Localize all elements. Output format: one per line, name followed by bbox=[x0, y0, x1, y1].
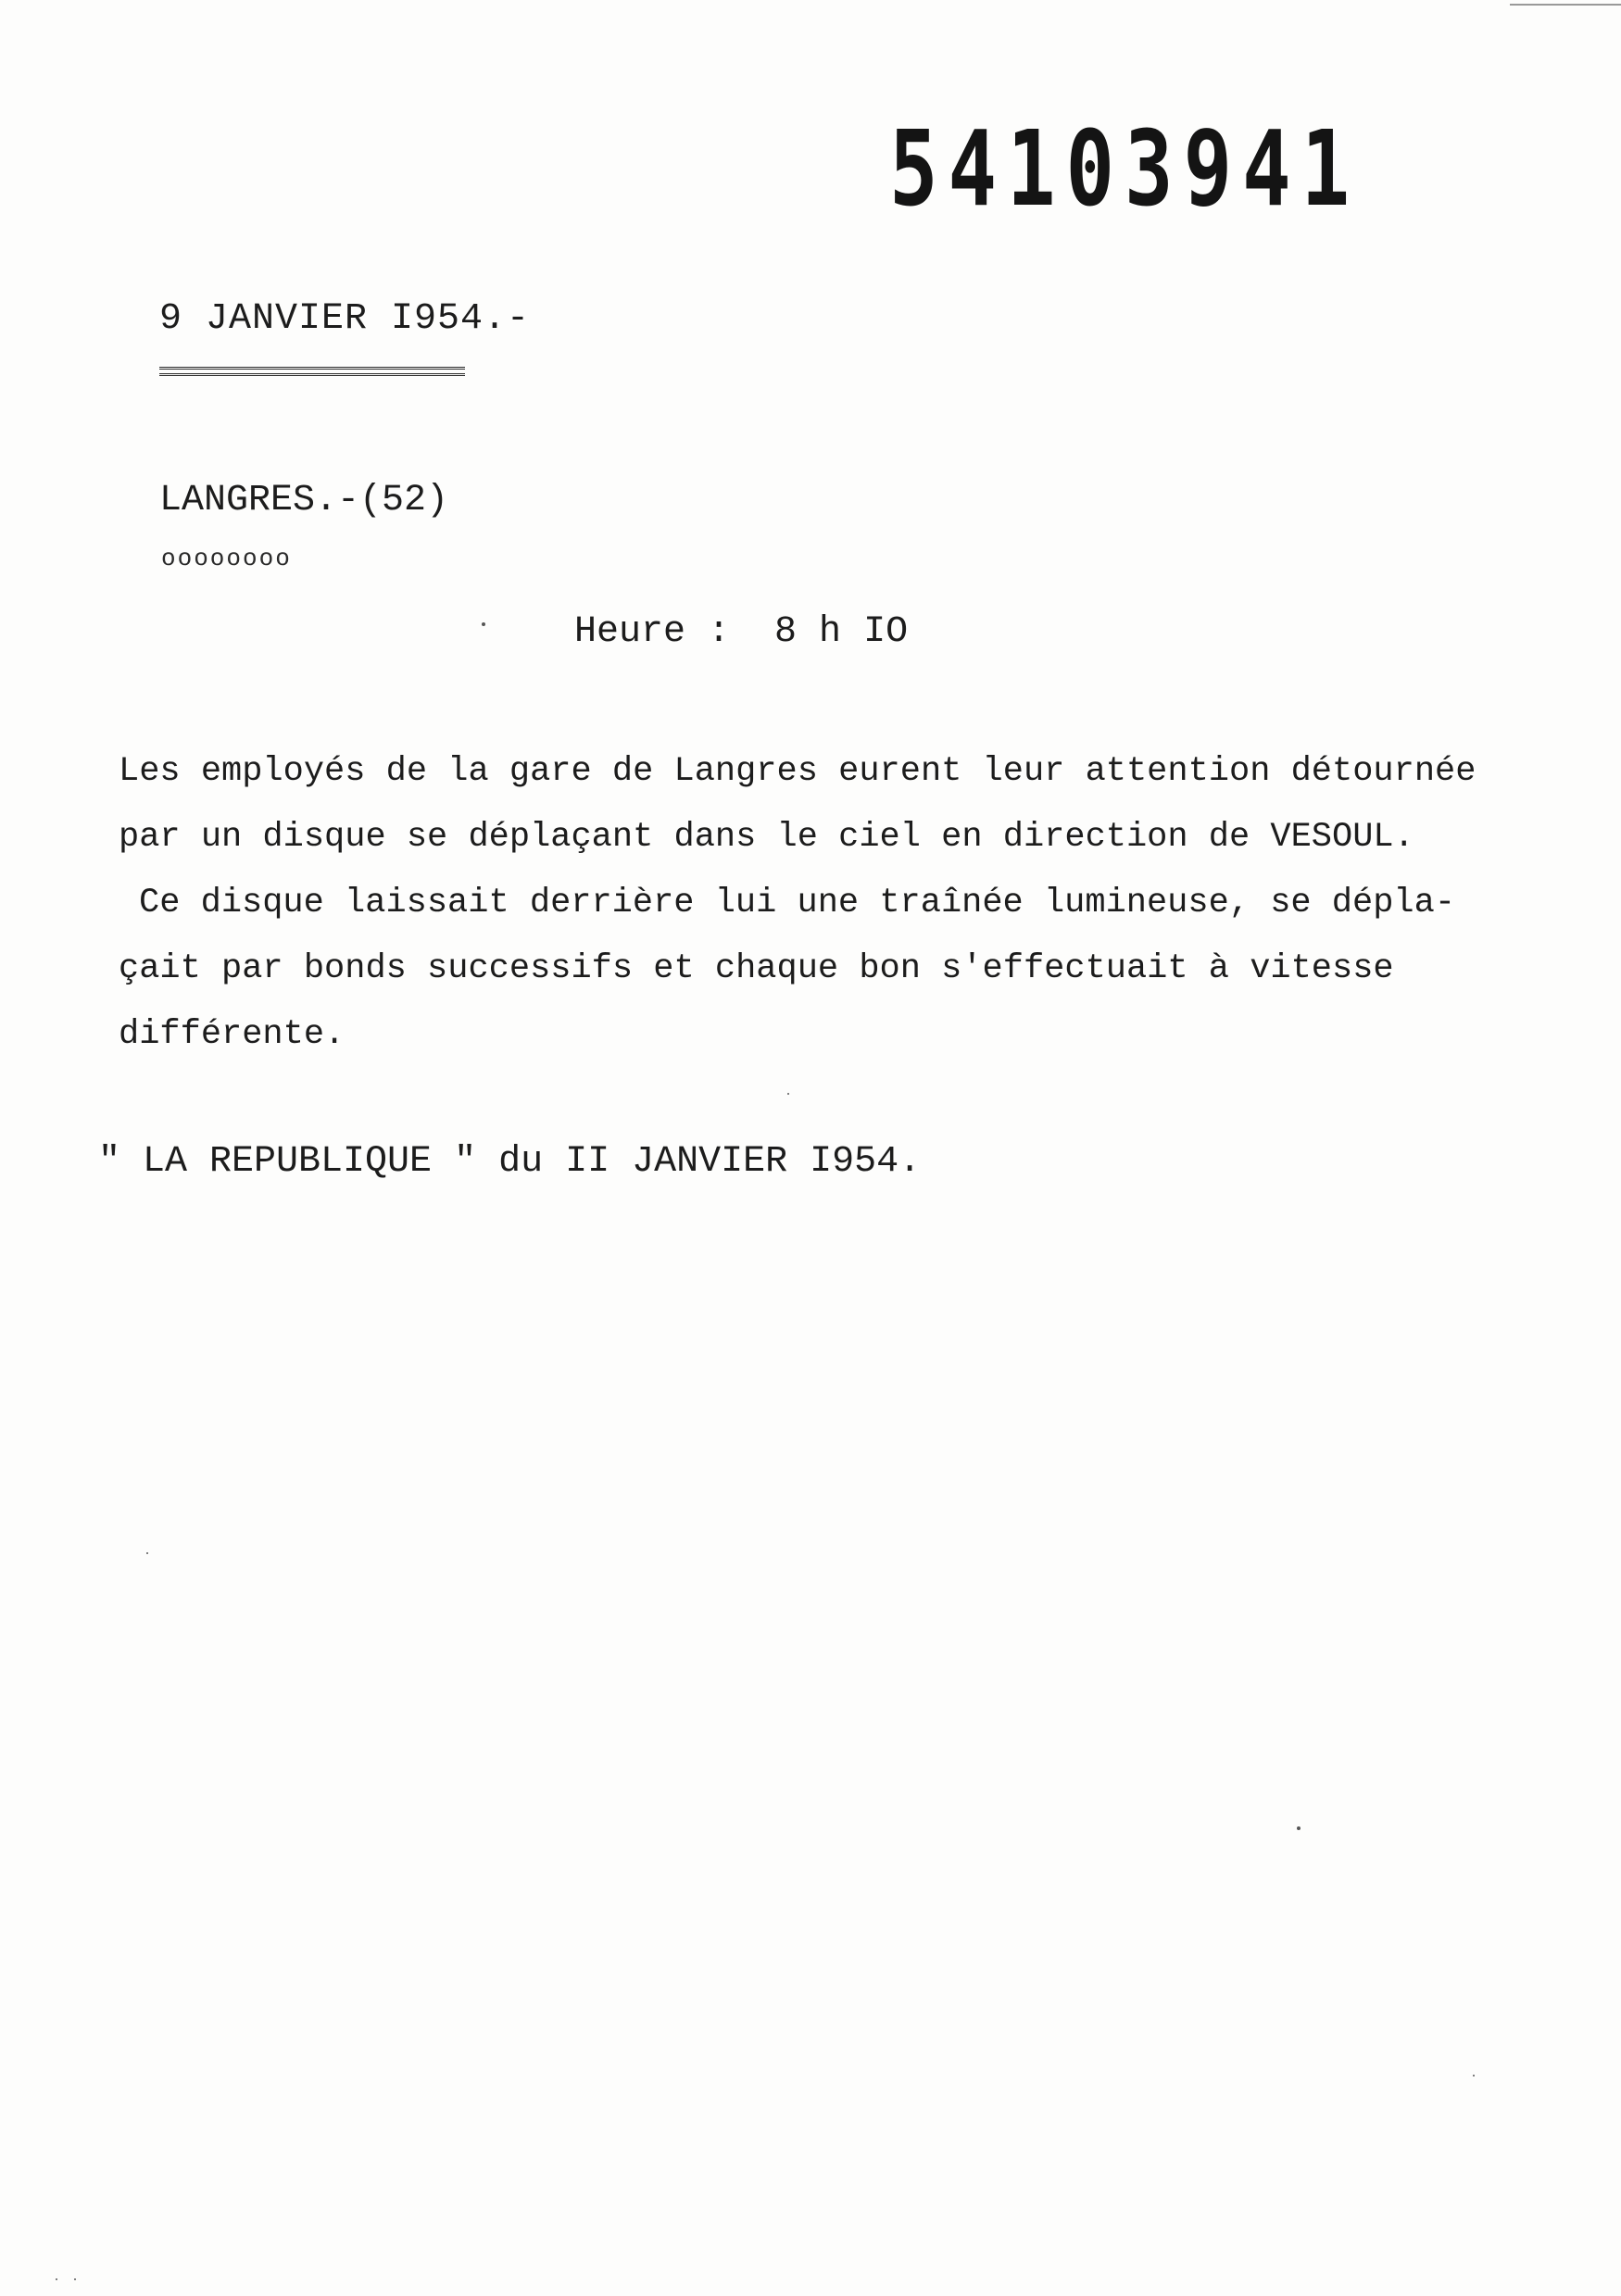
top-edge-rule bbox=[1510, 4, 1621, 6]
scan-speck bbox=[74, 2278, 76, 2280]
scan-speck bbox=[1297, 1826, 1301, 1830]
report-body bbox=[119, 739, 1564, 1068]
scan-speck bbox=[56, 2278, 57, 2280]
location-heading: LANGRES.-(52) bbox=[159, 480, 449, 521]
date-underline bbox=[159, 367, 465, 376]
scan-speck bbox=[146, 1552, 148, 1554]
body-line: Ce disque laissait derrière lui une traînée lumineuse, se dépla- bbox=[139, 884, 1456, 922]
time-line bbox=[574, 611, 908, 653]
body-line: par un disque se déplaçant dans le ciel en direction de VESOUL. bbox=[119, 818, 1414, 857]
body-line: Les employés de la gare de Langres eurent leur attention détournée bbox=[119, 752, 1476, 791]
scan-speck bbox=[787, 1093, 789, 1095]
source-citation: " LA REPUBLIQUE " du II JANVIER I954. bbox=[98, 1141, 922, 1183]
time-label: Heure : bbox=[574, 611, 731, 653]
scan-speck bbox=[1473, 2075, 1475, 2076]
body-line: différente. bbox=[119, 1015, 346, 1054]
scan-speck bbox=[482, 622, 485, 626]
body-line: çait par bonds successifs et chaque bon s'effectuait à vitesse bbox=[119, 949, 1394, 988]
reference-number: 54103941 bbox=[889, 109, 1361, 230]
document-date: 9 JANVIER I954.- bbox=[159, 298, 531, 340]
location-underline: oooooooo bbox=[161, 545, 292, 572]
time-value: 8 h IO bbox=[774, 611, 909, 653]
